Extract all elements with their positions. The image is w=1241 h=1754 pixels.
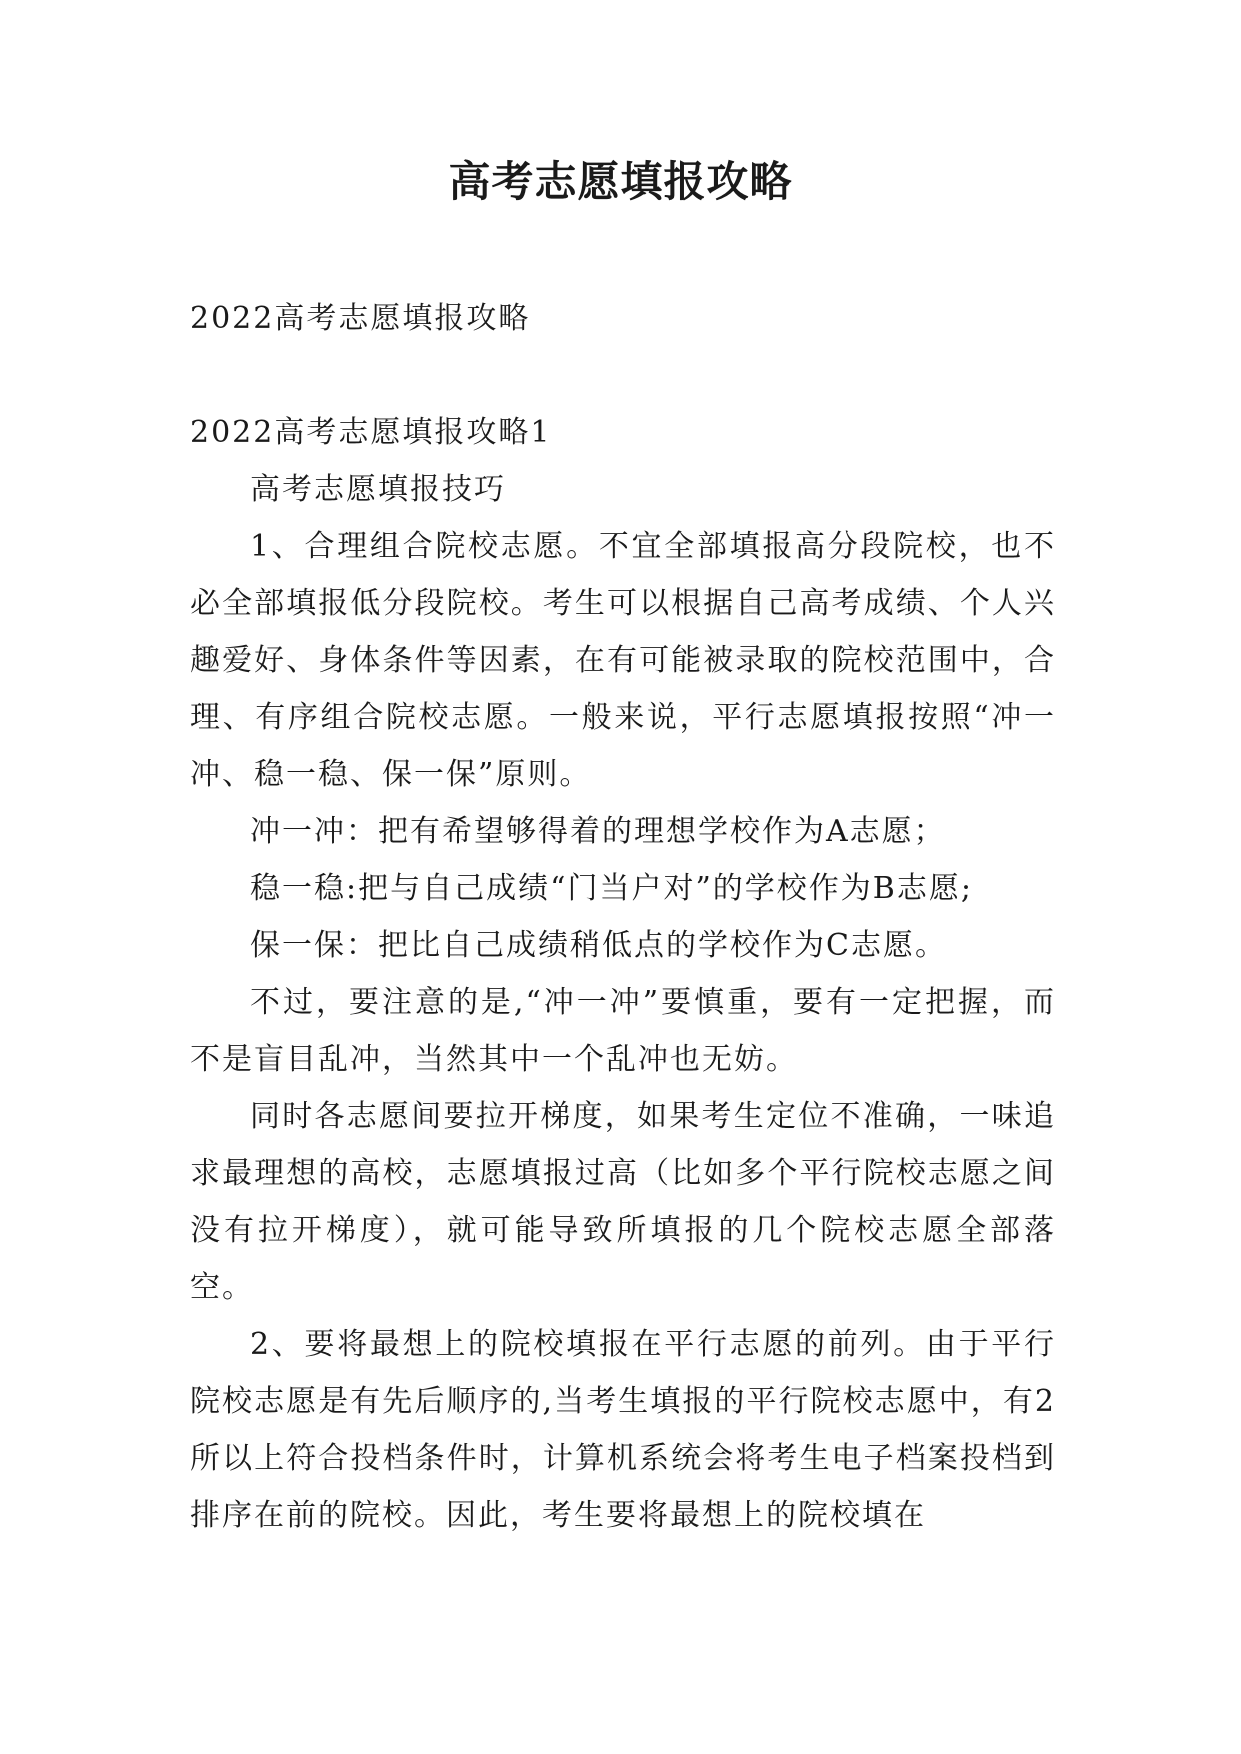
paragraph: 冲一冲：把有希望够得着的理想学校作为A志愿；: [250, 814, 946, 849]
paragraph: 2、要将最想上的院校填报在平行志愿的前列。由于平行院校志愿是有先后顺序的,当考生填报的平行院校志愿中，有2所以上符合投档条件时，计算机系统会将考生电子档案投档到排序在前的院校。因此，考生要将最想上的院校填在: [190, 1327, 1056, 1533]
paragraph: 同时各志愿间要拉开梯度，如果考生定位不准确，一味追求最理想的高校，志愿填报过高（比如多个平行院校志愿之间没有拉开梯度），就可能导致所填报的几个院校志愿全部落空。: [190, 1099, 1056, 1305]
paragraph: 1、合理组合院校志愿。不宜全部填报高分段院校，也不必全部填报低分段院校。考生可以根据自己高考成绩、个人兴趣爱好、身体条件等因素，在有可能被录取的院校范围中，合理、有序组合院校志愿。一般来说，平行志愿填报按照“冲一冲、稳一稳、保一保”原则。: [190, 529, 1056, 792]
paragraph: 不过，要注意的是,“冲一冲”要慎重，要有一定把握，而不是盲目乱冲，当然其中一个乱冲也无妨。: [190, 985, 1056, 1077]
document-body: [190, 290, 1056, 1544]
section-heading: 2022高考志愿填报攻略1: [190, 415, 552, 450]
subsection-heading: 高考志愿填报技巧: [250, 472, 506, 507]
paragraph: 保一保：把比自己成绩稍低点的学校作为C志愿。: [250, 928, 947, 963]
document-title: 高考志愿填报攻略: [448, 157, 793, 206]
document-subtitle: 2022高考志愿填报攻略: [190, 301, 531, 336]
paragraph: 稳一稳:把与自己成绩“门当户对”的学校作为B志愿;: [250, 871, 973, 906]
blank-line: [190, 347, 1056, 404]
